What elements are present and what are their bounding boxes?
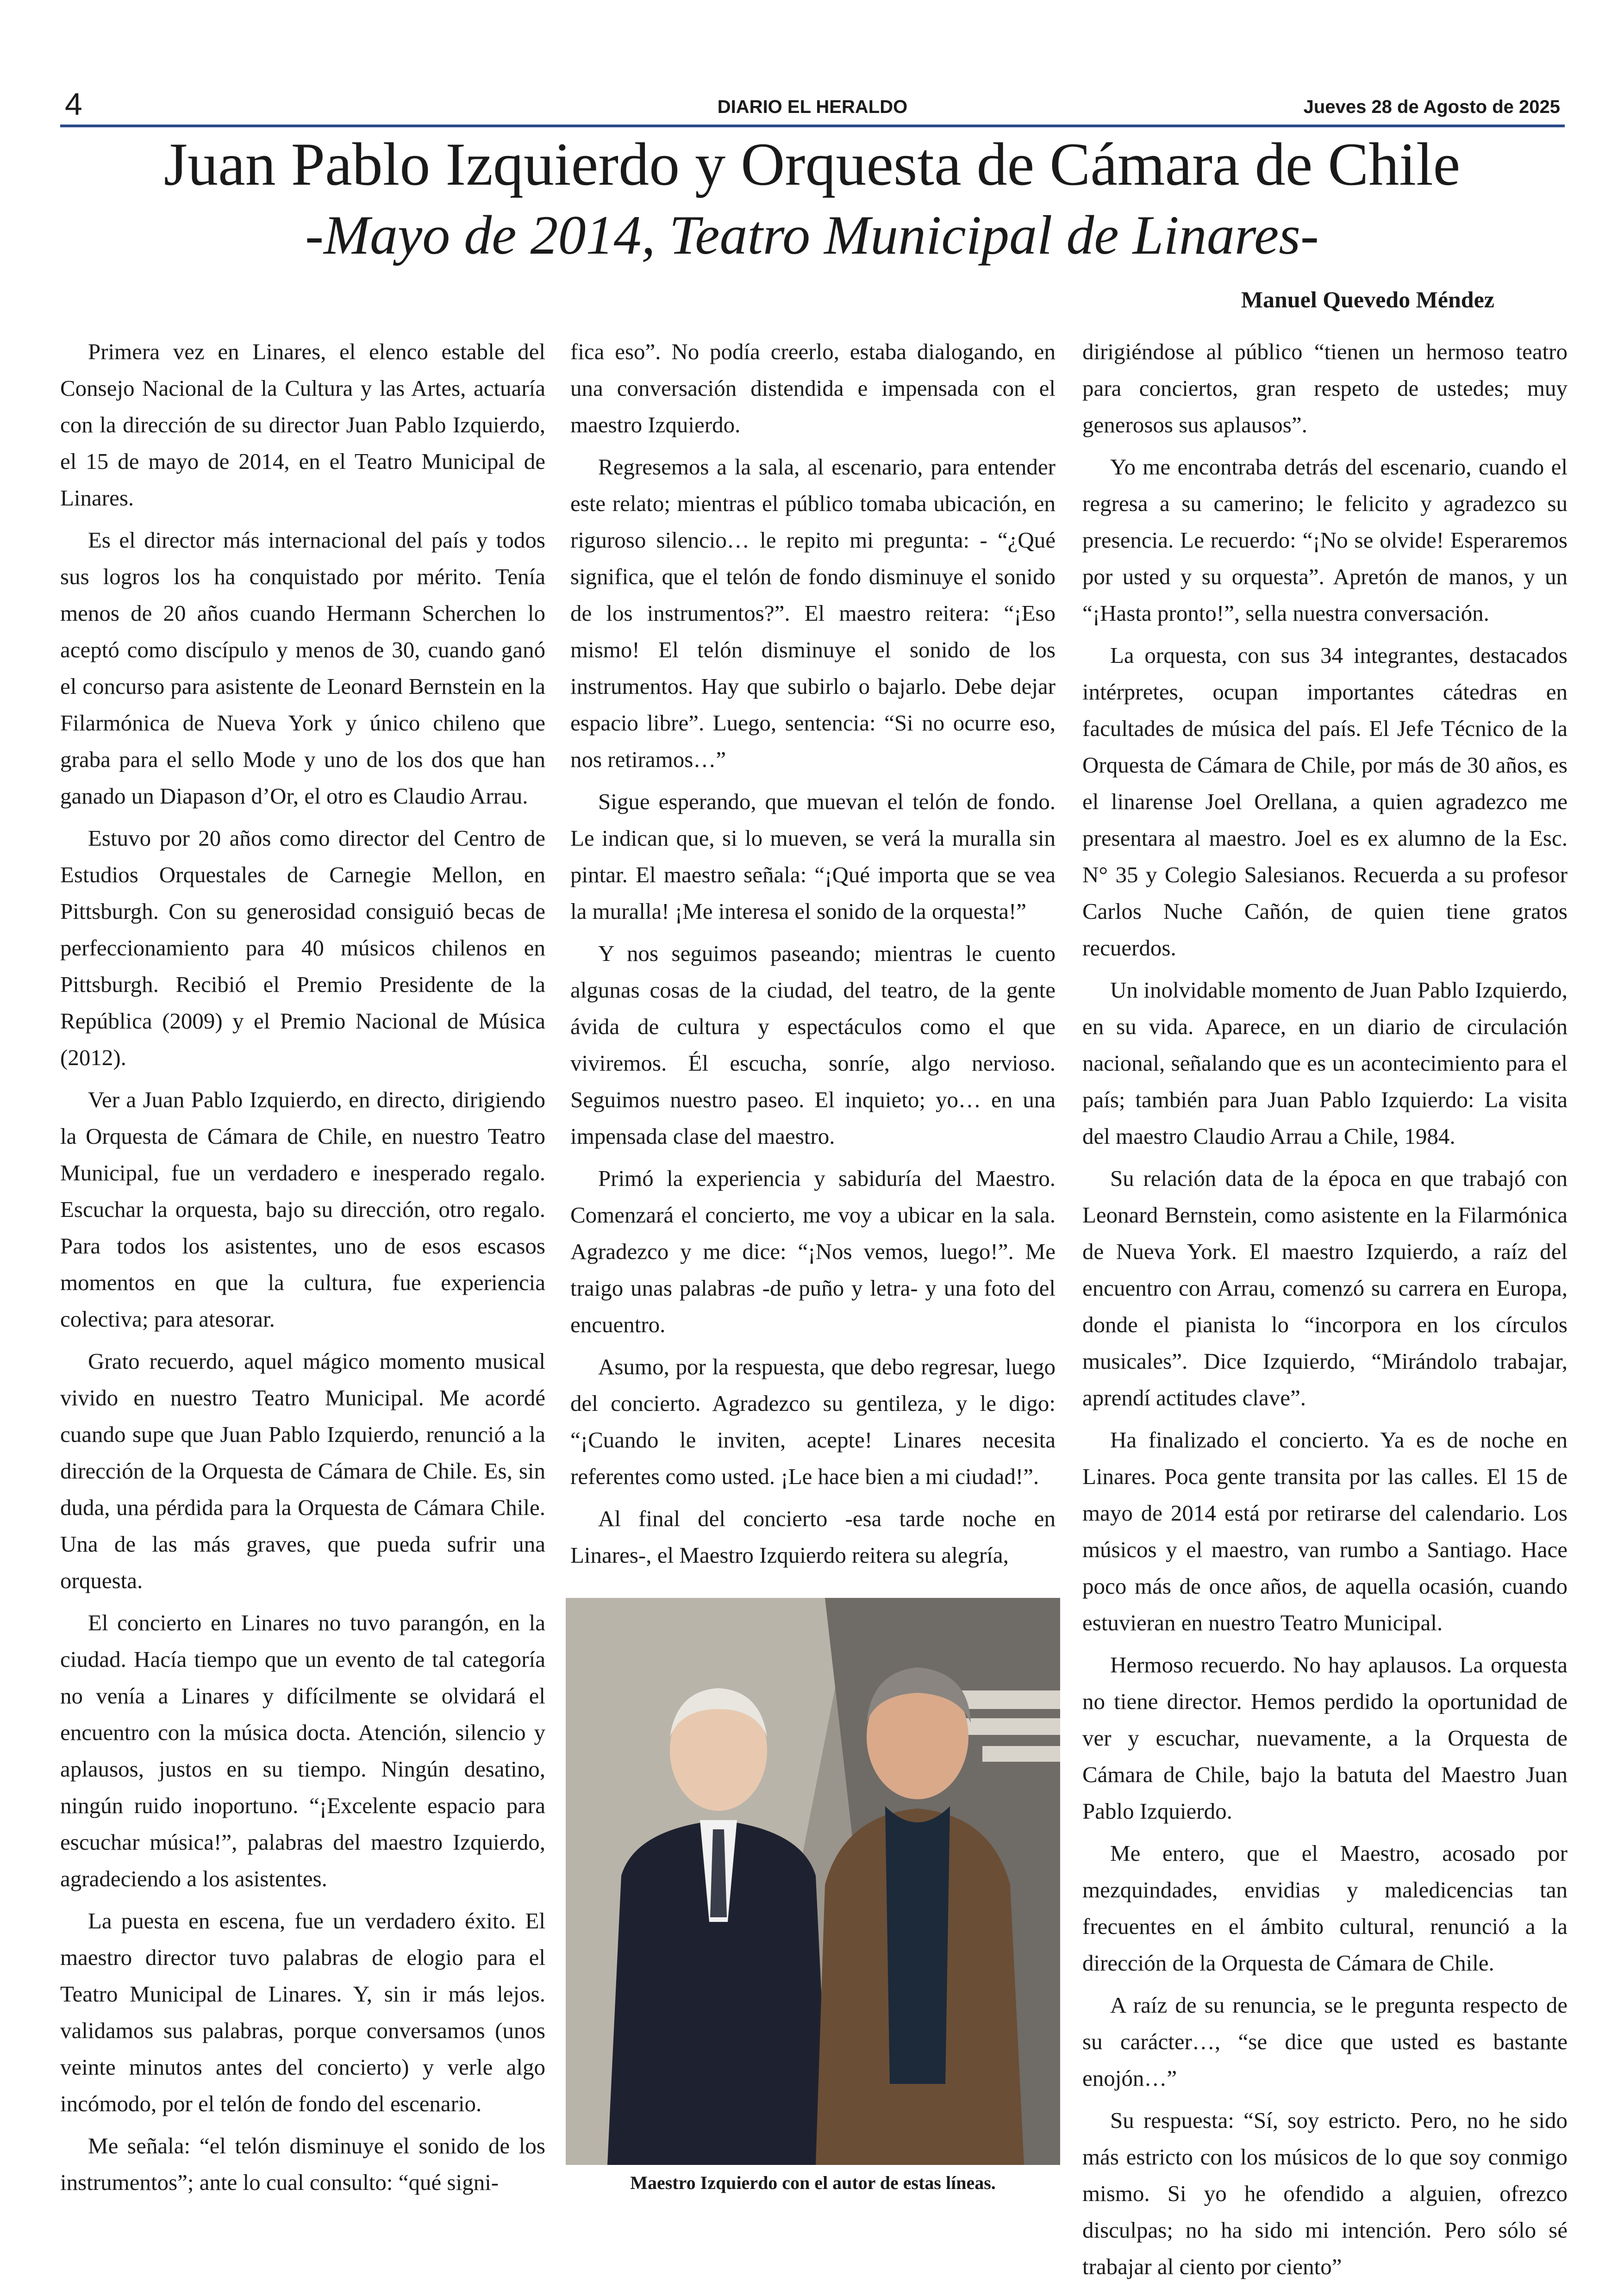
paragraph: Asumo, por la respuesta, que debo regresar, luego del concierto. Agradezco su gentileza, y le digo: “¡Cuando le inviten, acepte! Linares necesita referentes como usted. ¡Le hace bien a mi ciudad!”. (570, 1354, 1056, 1489)
paragraph: Su respuesta: “Sí, soy estricto. Pero, no he sido más estricto con los músicos de lo que soy conmigo mismo. Si yo he ofendido a alguien, ofrezco disculpas; no ha sido mi intención. Pero sólo sé trabajar al ciento por ciento” (1082, 2108, 1568, 2279)
author-byline: Manuel Quevedo Méndez (1241, 287, 1494, 312)
paragraph: Es el director más internacional del país y todos sus logros los ha conquistado por mérito. Tenía menos de 20 años cuando Hermann Scherchen lo aceptó como discípulo y menos de 30, cuando ganó el concurso para asistente de Leonard Bernstein en la Filarmónica de Nueva York y único chileno que graba para el sello Mode y uno de los dos que han ganado un Diapason d’Or, el otro es Claudio Arrau. (60, 527, 545, 809)
paragraph: Me señala: “el telón disminuye el sonido de los instrumentos”; ante lo cual consulto: “qué signi- (60, 2133, 545, 2195)
paragraph: Sigue esperando, que muevan el telón de fondo. Le indican que, si lo mueven, se verá la muralla sin pintar. El maestro señala: “¡Qué importa que se vea la muralla! ¡Me interesa el sonido de la orquesta!” (570, 789, 1056, 924)
paragraph: dirigiéndose al público “tienen un hermoso teatro para conciertos, gran respeto de ustedes; muy generosos sus aplausos”. (1082, 339, 1568, 437)
paragraph: Primera vez en Linares, el elenco estable del Consejo Nacional de la Cultura y las Artes, actuaría con la dirección de su director Juan Pablo Izquierdo, el 15 de mayo de 2014, en el Teatro Municipal de Linares. (60, 339, 545, 511)
paragraph: El concierto en Linares no tuvo parangón, en la ciudad. Hacía tiempo que un evento de tal categoría no venía a Linares y difícilmente se olvidará el encuentro con la música docta. Atención, silencio y aplausos, justos en su tiempo. Ningún desatino, ningún ruido inoportuno. “¡Excelente espacio para escuchar música!”, palabras del maestro Izquierdo, agradeciendo a los asistentes. (60, 1610, 545, 1891)
article-subtitle: -Mayo de 2014, Teatro Municipal de Linares- (305, 204, 1319, 266)
page-number: 4 (65, 87, 82, 122)
paragraph: Ha finalizado el concierto. Ya es de noche en Linares. Poca gente transita por las calles. El 15 de mayo de 2014 está por retirarse del calendario. Los músicos y el maestro, van rumbo a Santiago. Hace poco más de once años, de aquella ocasión, cuando estuvieran en nuestro Teatro Municipal. (1082, 1427, 1568, 1635)
article-column-1 (60, 333, 545, 2231)
paragraph: La orquesta, con sus 34 integrantes, destacados intérpretes, ocupan importantes cátedras en facultades de música del país. El Jefe Técnico de la Orquesta de Cámara de Chile, por más de 30 años, es el linarense Joel Orellana, a quien agradezco me presentara al maestro. Joel es ex alumno de la Esc. N° 35 y Colegio Salesianos. Recuerda a su profesor Carlos Nuche Cañón, de quien tiene gratos recuerdos. (1082, 642, 1568, 960)
paragraph: Grato recuerdo, aquel mágico momento musical vivido en nuestro Teatro Municipal. Me acordé cuando supe que Juan Pablo Izquierdo, renunció a la dirección de la Orquesta de Cámara de Chile. Es, sin duda, una pérdida para la Orquesta de Cámara Chile. Una de las más graves, que pueda sufrir una orquesta. (60, 1348, 545, 1593)
paragraph: Un inolvidable momento de Juan Pablo Izquierdo, en su vida. Aparece, en un diario de circulación nacional, señalando que es un acontecimiento para el país; también para Juan Pablo Izquierdo: La visita del maestro Claudio Arrau a Chile, 1984. (1082, 977, 1568, 1149)
photo-caption: Maestro Izquierdo con el autor de estas líneas. (630, 2172, 996, 2193)
paragraph: Al final del concierto -esa tarde noche en Linares-, el Maestro Izquierdo reitera su alegría, (570, 1506, 1056, 1568)
newspaper-name: DIARIO EL HERALDO (717, 97, 908, 117)
paragraph: Ver a Juan Pablo Izquierdo, en directo, dirigiendo la Orquesta de Cámara de Chile, en nuestro Teatro Municipal, fue un verdadero e inesperado regalo. Escuchar la orquesta, bajo su dirección, otro regalo. Para todos los asistentes, uno de esos escasos momentos en que la cultura, fue experiencia colectiva; para atesorar. (60, 1087, 545, 1332)
paragraph: Regresemos a la sala, al escenario, para entender este relato; mientras el público tomaba ubicación, en riguroso silencio… le repito mi pregunta: - “¿Qué significa, que el telón de fondo disminuye el sonido de los instrumentos?”. El maestro reitera: “¡Eso mismo! El telón disminuye el sonido de los instrumentos. Hay que subirlo o bajarlo. Debe dejar espacio libre”. Luego, sentencia: “Si no ocurre eso, nos retiramos…” (570, 454, 1056, 772)
article-title: Juan Pablo Izquierdo y Orquesta de Cámara de Chile (163, 130, 1461, 198)
paragraph: Estuvo por 20 años como director del Centro de Estudios Orquestales de Carnegie Mellon, en Pittsburgh. Con su generosidad consiguió becas de perfeccionamiento para 40 músicos chilenos en Pittsburgh. Recibió el Premio Presidente de la República (2009) y el Premio Nacional de Música (2012). (60, 825, 545, 1070)
paragraph: Su relación data de la época en que trabajó con Leonard Bernstein, como asistente en la Filarmónica de Nueva York. El maestro Izquierdo, a raíz del encuentro con Arrau, comenzó su carrera en Europa, donde el pianista lo “incorpora en los círculos musicales”. Dice Izquierdo, “Mirándolo trabajar, aprendí actitudes clave”. (1082, 1166, 1568, 1410)
paragraph: fica eso”. No podía creerlo, estaba dialogando, en una conversación distendida e impensada con el maestro Izquierdo. (570, 339, 1056, 437)
page-header (60, 86, 1565, 127)
paragraph: A raíz de su renuncia, se le pregunta respecto de su carácter…, “se dice que usted es bastante enojón…” (1082, 1992, 1568, 2091)
paragraph: La puesta en escena, fue un verdadero éxito. El maestro director tuvo palabras de elogio para el Teatro Municipal de Linares. Y, sin ir más lejos. validamos sus palabras, porque conversamos (unos veinte minutos antes del concierto) y verle algo incómodo, por el telón de fondo del escenario. (60, 1908, 545, 2116)
paragraph: Primó la experiencia y sabiduría del Maestro. Comenzará el concierto, me voy a ubicar en la sala. Agradezco y me dice: “¡Nos vemos, luego!”. Me traigo unas palabras -de puño y letra- y una foto del encuentro. (570, 1166, 1056, 1337)
issue-date: Jueves 28 de Agosto de 2025 (1303, 97, 1560, 117)
paragraph: Me entero, que el Maestro, acosado por mezquindades, envidias y maledicencias tan frecuentes en el ámbito cultural, renunció a la dirección de la Orquesta de Cámara de Chile. (1082, 1840, 1568, 1976)
paragraph: Yo me encontraba detrás del escenario, cuando el regresa a su camerino; le felicito y agradezco su presencia. Le recuerdo: “¡No se olvide! Esperaremos por usted y su orquesta”. Apretón de manos, y un “¡Hasta pronto!”, sella nuestra conversación. (1082, 454, 1568, 626)
paragraph: Y nos seguimos paseando; mientras le cuento algunas cosas de la ciudad, del teatro, de la gente ávida de cultura y espectáculos como el que viviremos. Él escucha, sonríe, algo nervioso. Seguimos nuestro paseo. El inquieto; yo… en una impensada clase del maestro. (570, 941, 1056, 1149)
paragraph: Hermoso recuerdo. No hay aplausos. La orquesta no tiene director. Hemos perdido la oportunidad de ver y escuchar, nuevamente, a la Orquesta de Cámara de Chile, bajo la batuta del Maestro Juan Pablo Izquierdo. (1082, 1652, 1568, 1824)
article-column-3 (1082, 333, 1568, 2279)
article-photo (566, 1598, 1060, 2165)
